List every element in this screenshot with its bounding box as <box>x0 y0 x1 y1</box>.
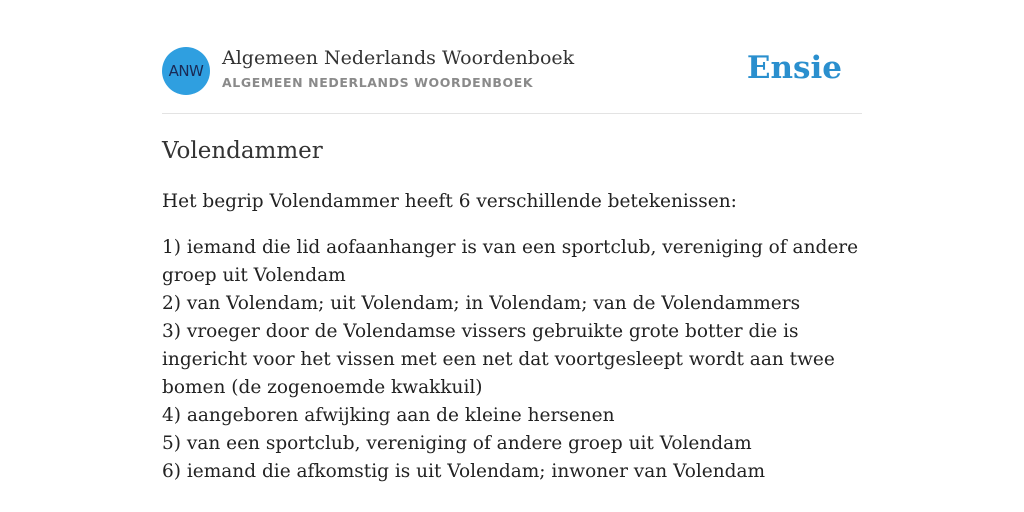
definition-item: 5) van een sportclub, vereniging of andere groep uit Volendam <box>162 433 752 454</box>
definition-item: 3) vroeger door de Volendamse vissers gebruikte grote botter die is ingericht voor het vissen met een net dat voortgesleept wordt aan twee bomen (de zogenoemde kwakkuil) <box>162 321 835 398</box>
ensie-brand-logo[interactable]: Ensie <box>746 50 842 86</box>
source-subtitle: ALGEMEEN NEDERLANDS WOORDENBOEK <box>222 75 534 90</box>
entry-intro: Het begrip Volendammer heeft 6 verschillende betekenissen: <box>162 191 737 212</box>
definition-item: 1) iemand die lid aofaanhanger is van een sportclub, vereniging of andere groep uit Volendam <box>162 237 859 286</box>
source-title[interactable]: Algemeen Nederlands Woordenboek <box>222 47 575 69</box>
definition-item: 2) van Volendam; uit Volendam; in Volendam; van de Volendammers <box>162 293 801 314</box>
header <box>162 0 862 114</box>
definition-item: 4) aangeboren afwijking aan de kleine hersenen <box>162 405 615 426</box>
anw-logo[interactable]: ANW <box>162 47 210 95</box>
entry-term: Volendammer <box>162 138 323 164</box>
definition-list <box>162 234 862 486</box>
definition-item: 6) iemand die afkomstig is uit Volendam; inwoner van Volendam <box>162 461 766 482</box>
page <box>162 0 862 486</box>
